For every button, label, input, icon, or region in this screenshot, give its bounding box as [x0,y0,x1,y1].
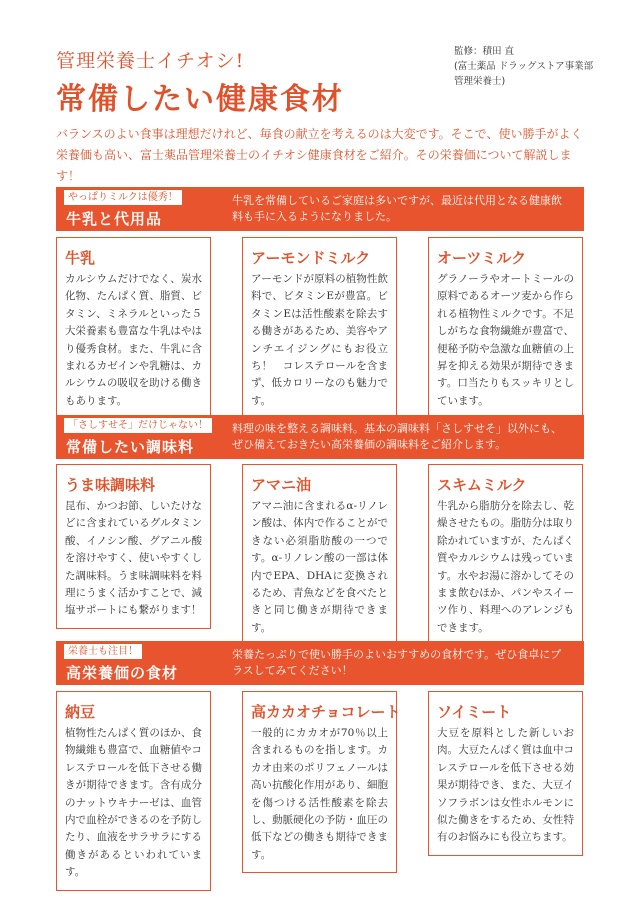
section-title: 高栄養価の食材 [66,664,179,682]
card-title: アマニ油 [251,476,312,494]
card-title: 納豆 [65,703,96,721]
card-text: アマニ油に含まれるα-リノレン酸は、体内で作ることができない必須脂肪酸の一つです。α-リノレン酸の一部は体内でEPA、DHAに変換されるため、青魚などを食べたときと同じ働きが期待できます。 [251,500,388,634]
section-tag: 栄養士も注目！ [64,644,142,659]
food-card-flaxseed-oil [242,464,397,646]
card-title: うま味調味料 [65,476,156,494]
card-title: スキムミルク [437,476,527,494]
card-text: カルシウムだけでなく、炭水化物、たんぱく質、脂質、ビタミン、ミネラルといった５大栄養素も豊富な牛乳はやはり優秀食材。また、牛乳に含まれるカゼインや乳糖は、カルシウムの吸収を助ける働きもあります。 [65,273,202,407]
food-card-soy-meat [428,691,583,856]
food-card-natto [56,691,211,891]
page-title: 常備したい健康食材 [56,82,344,117]
card-text: アーモンドが原料の植物性飲料で、ビタミンEが豊富。ビタミンEは活性酸素を除去する働きがあるため、美容やアンチエイジングにもお役立ち！ コレステロールを含まず、低カロリーなのも魅力です。 [251,273,388,407]
page-kicker: 管理栄養士イチオシ! [56,50,245,72]
card-title: 高カカオチョコレート [251,703,401,721]
card-text: 昆布、かつお節、しいたけなどに含まれているグルタミン酸、イノシン酸、グアニル酸を溶けやすく、使いやすくした調味料。うま味調味料を料理にうまく活かすことで、減塩サポートにも繋がります！ [65,500,202,617]
intro-text: バランスのよい食事は理想だけれど、毎食の献立を考えるのは大変です。そこで、使い勝手がよく栄養価も高い、富士薬品管理栄養士のイチオシ健康食材をご紹介。その栄養価について解説します！ [56,127,583,183]
card-text: 一般的にカカオが70％以上含まれるものを指します。カカオ由来のポリフェノールは高い抗酸化作用があり、細胞を傷つける活性酸素を除去し、動脈硬化の予防・血圧の低下などの働きも期待できます。 [251,727,388,861]
section-description: 料理の味を整える調味料。基本の調味料「さしすせそ」以外にも、ぜひ備えておきたい高栄養価の調味料をご紹介します。 [232,422,562,451]
card-text: 植物性たんぱく質のほか、食物繊維も豊富で、血糖値やコレステロールを低下させる働きが期待できます。含有成分のナットウキナーゼは、血管内で血栓ができるのを予防したり、血液をサラサラにする働きがあるといわれています。 [65,727,202,879]
supervisor-line: (富士薬品 ドラッグストア事業部 [454,61,594,72]
card-title: ソイミート [437,703,512,721]
section-description: 栄養たっぷりで使い勝手のよいおすすめの食材です。ぜひ食卓にプラスしてみてください！ [232,648,562,677]
card-title: オーツミルク [437,249,527,267]
supervisor-line: 管理栄養士) [454,76,506,87]
food-card-milk [56,237,211,419]
food-card-high-cacao-chocolate [242,691,401,873]
section-band-seasoning [56,415,584,459]
supervisor-credit [454,44,593,89]
food-card-oat-milk [428,237,583,419]
card-title: アーモンドミルク [251,249,371,267]
section-band-milk [56,187,584,231]
section-description: 牛乳を常備しているご家庭は多いですが、最近は代用となる健康飲料も手に入るようになりました。 [232,194,562,223]
food-card-umami-seasoning [56,464,211,629]
section-title: 常備したい調味料 [66,438,195,456]
card-text: グラノーラやオートミールの原料であるオーツ麦から作られる植物性ミルクです。不足しがちな食物繊維が豊富で、便秘予防や急激な血糖値の上昇を抑える効果が期待できます。口当たりもスッキリとしています。 [437,273,574,407]
food-card-skim-milk [428,464,583,646]
food-card-almond-milk [242,237,397,419]
card-title: 牛乳 [65,249,96,267]
supervisor-line: 監修：積田 直 [454,46,515,57]
section-title: 牛乳と代用品 [66,210,163,228]
card-text: 牛乳から脂肪分を除去し、乾燥させたもの。脂肪分は取り除かれていますが、たんぱく質やカルシウムは残っています。水やお湯に溶かしてそのまま飲むほか、パンやスイーツ作り、料理へのアレンジもできます。 [437,500,574,634]
card-text: 大豆を原料とした新しいお肉。大豆たんぱく質は血中コレステロールを低下させる効果が期待でき、また、大豆イソフラボンは女性ホルモンに似た働きをするため、女性特有のお悩みにも役立ちます。 [437,727,574,844]
section-tag: やっぱりミルクは優秀！ [64,190,182,205]
section-band-nutritious [56,641,584,685]
section-tag: 「さしすせそ」だけじゃない！ [64,418,212,433]
